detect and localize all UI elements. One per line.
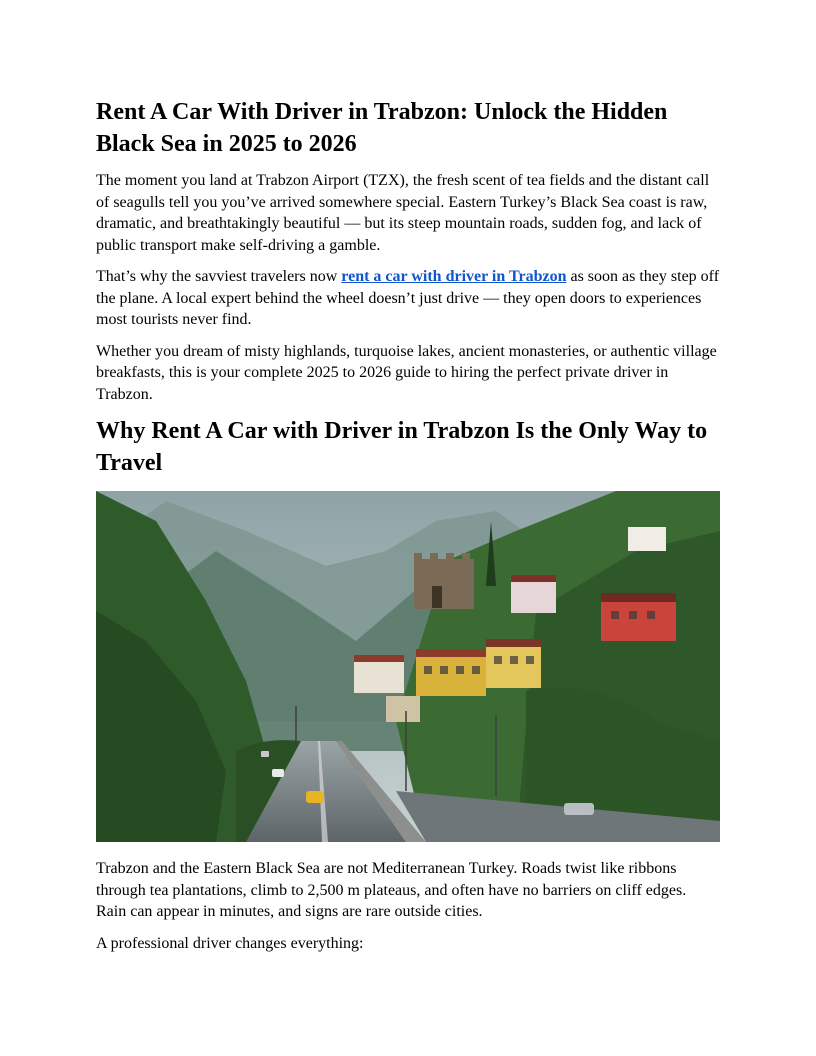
article-body	[96, 96, 720, 964]
body-paragraph-1: Trabzon and the Eastern Black Sea are not Mediterranean Turkey. Roads twist like ribbons through tea plantations, climb to 2,500 m plateaus, and often have no barriers on cliff edges. Rain can appear in minutes, and signs are rare outside cities.	[96, 860, 687, 920]
intro-paragraph-2-after: as soon as they step off the plane. A local expert behind the wheel doesn’t just drive — they open doors to experiences most tourists never find.	[96, 268, 720, 328]
trabzon-landscape-photo	[96, 491, 720, 842]
intro-paragraph-1: The moment you land at Trabzon Airport (TZX), the fresh scent of tea fields and the distant call of seagulls tell you you’ve arrived somewhere special. Eastern Turkey’s Black Sea coast is raw, dramatic, and breathtakingly beautiful — but its steep mountain roads, sudden fog, and lack of public transport make self-driving a gamble.	[96, 172, 710, 254]
intro-paragraph-2	[96, 266, 720, 331]
article-title: Rent A Car With Driver in Trabzon: Unlock the Hidden Black Sea in 2025 to 2026	[96, 99, 668, 157]
body-paragraph-2: A professional driver changes everything:	[96, 934, 364, 952]
intro-paragraph-3: Whether you dream of misty highlands, turquoise lakes, ancient monasteries, or authentic village breakfasts, this is your complete 2025 to 2026 guide to hiring the perfect private driver in Trabzon.	[96, 342, 717, 403]
rent-car-with-driver-link[interactable]: rent a car with driver in Trabzon	[341, 268, 567, 285]
intro-paragraph-2-before: That’s why the savviest travelers now	[96, 268, 342, 285]
section-heading: Why Rent A Car with Driver in Trabzon Is the Only Way to Travel	[96, 418, 708, 476]
